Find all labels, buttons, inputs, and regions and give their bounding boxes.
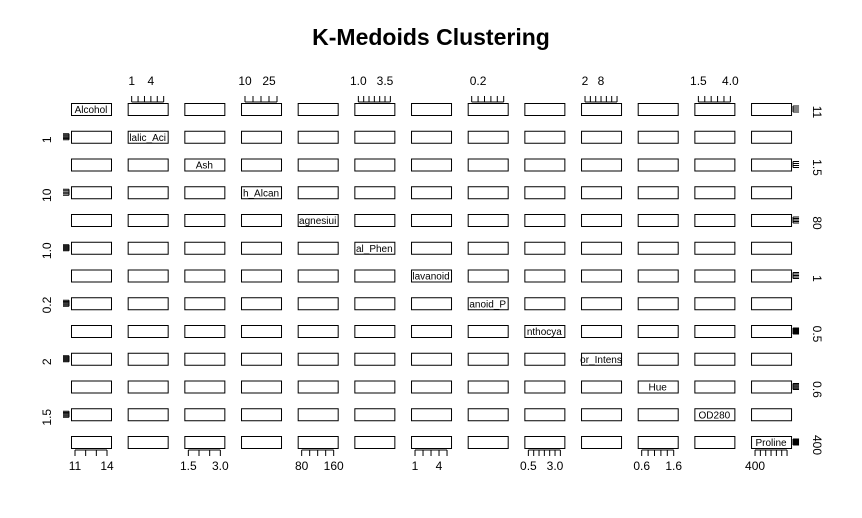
scatter-panel-6-10: [638, 270, 678, 282]
scatter-panel-4-3: [242, 215, 282, 227]
scatter-panel-12-1: [128, 437, 168, 449]
scatter-panel-12-10: [638, 437, 678, 449]
scatter-panel-0-6: [412, 104, 452, 116]
scatter-panel-10-2: [185, 381, 225, 393]
diagonal-label-10: Hue: [648, 382, 667, 394]
scatter-panel-3-4: [298, 187, 338, 199]
diagonal-label-9: or_Intens: [580, 354, 622, 366]
scatter-panel-8-7: [468, 326, 508, 338]
axis-top-4-label-0: 2: [581, 74, 589, 88]
scatter-panel-3-12: [752, 187, 792, 199]
scatter-panel-11-7: [468, 409, 508, 421]
axis-bottom-9-label-0: 1: [411, 459, 419, 473]
axis-top-3-label-0: 0.2: [469, 74, 487, 88]
scatter-panel-0-2: [185, 104, 225, 116]
scatter-panel-0-7: [468, 104, 508, 116]
scatter-panel-8-3: [242, 326, 282, 338]
axis-bottom-6-label-1: 14: [100, 459, 114, 473]
scatter-panel-1-8: [525, 131, 565, 143]
axis-top-5-label-0: 1.5: [690, 74, 707, 88]
diagonal-label-2: Ash: [195, 160, 213, 172]
axis-right-23-label-0: 0.5: [810, 325, 825, 343]
scatter-panel-2-9: [582, 159, 622, 171]
scatter-panel-8-5: [355, 326, 395, 338]
scatter-panel-11-0: [72, 409, 112, 421]
scatter-panel-1-5: [355, 131, 395, 143]
scatter-panel-8-4: [298, 326, 338, 338]
scatter-panel-5-7: [468, 242, 508, 254]
axis-bottom-12-label-0: 400: [745, 459, 766, 473]
scatter-panel-4-10: [638, 215, 678, 227]
scatter-panel-5-0: [72, 242, 112, 254]
panel-grid: [72, 104, 792, 450]
scatter-panel-3-2: [185, 187, 225, 199]
axis-left-13-label-0: 1: [40, 136, 54, 144]
axis-bottom-6-label-0: 11: [68, 459, 82, 473]
scatter-panel-12-9: [582, 437, 622, 449]
scatter-panel-4-0: [72, 215, 112, 227]
scatter-panel-7-12: [752, 298, 792, 310]
axis-right-19-label-0: 11: [810, 105, 825, 119]
scatter-panel-3-0: [72, 187, 112, 199]
scatter-panel-6-0: [72, 270, 112, 282]
scatter-panel-6-11: [695, 270, 735, 282]
scatter-panel-1-7: [468, 131, 508, 143]
scatter-panel-6-2: [185, 270, 225, 282]
scatter-panel-11-8: [525, 409, 565, 421]
scatter-panel-12-3: [242, 437, 282, 449]
scatter-panel-3-1: [128, 187, 168, 199]
axis-bottom-9-label-1: 4: [435, 459, 443, 473]
scatter-panel-11-1: [128, 409, 168, 421]
scatter-panel-7-1: [128, 298, 168, 310]
scatter-panel-10-11: [695, 381, 735, 393]
diagonal-label-4: agnesiui: [299, 216, 337, 227]
axis-bottom-8-label-1: 160: [323, 459, 344, 473]
scatter-panel-12-4: [298, 437, 338, 449]
scatter-panel-0-12: [752, 104, 792, 116]
scatter-panel-5-12: [752, 242, 792, 254]
scatter-panel-1-2: [185, 131, 225, 143]
scatter-panel-0-8: [525, 104, 565, 116]
scatter-panel-10-5: [355, 381, 395, 393]
scatter-panel-2-7: [468, 159, 508, 171]
scatter-panel-12-11: [695, 437, 735, 449]
scatter-panel-9-0: [72, 353, 112, 365]
axis-bottom-10-label-1: 3.0: [546, 459, 564, 473]
chart-title: K-Medoids Clustering: [312, 24, 550, 50]
diagonal-label-7: anoid_P: [469, 299, 507, 311]
scatter-panel-0-1: [128, 104, 168, 116]
scatter-panel-2-5: [355, 159, 395, 171]
scatter-panel-4-6: [412, 215, 452, 227]
axis-top-1-label-0: 10: [238, 74, 252, 88]
scatter-panel-1-12: [752, 131, 792, 143]
axis-bottom-11-label-1: 1.6: [665, 459, 683, 473]
scatter-panel-7-10: [638, 298, 678, 310]
scatter-panel-10-0: [72, 381, 112, 393]
scatter-panel-3-5: [355, 187, 395, 199]
scatter-panel-6-7: [468, 270, 508, 282]
scatter-panel-5-1: [128, 242, 168, 254]
axis-top-5-label-1: 4.0: [722, 74, 739, 88]
scatter-panel-8-1: [128, 326, 168, 338]
axis-left-14-label-0: 10: [40, 188, 54, 202]
scatter-panel-4-7: [468, 215, 508, 227]
scatter-panel-1-10: [638, 131, 678, 143]
scatter-panel-4-2: [185, 215, 225, 227]
scatter-panel-10-4: [298, 381, 338, 393]
scatter-panel-0-4: [298, 104, 338, 116]
scatter-panel-5-10: [638, 242, 678, 254]
scatter-panel-3-6: [412, 187, 452, 199]
scatter-panel-10-7: [468, 381, 508, 393]
scatter-panel-12-2: [185, 437, 225, 449]
diagonal-label-6: lavanoid: [412, 271, 450, 283]
axis-top-4-label-1: 8: [597, 74, 605, 88]
scatter-panel-12-7: [468, 437, 508, 449]
scatter-panel-9-11: [695, 353, 735, 365]
scatter-panel-6-5: [355, 270, 395, 282]
scatter-panel-8-2: [185, 326, 225, 338]
scatter-panel-6-9: [582, 270, 622, 282]
diagonal-label-8: nthocya: [526, 327, 562, 338]
scatter-panel-8-0: [72, 326, 112, 338]
scatter-panel-7-2: [185, 298, 225, 310]
scatter-panel-1-6: [412, 131, 452, 143]
scatter-panel-1-0: [72, 131, 112, 143]
scatter-panel-9-12: [752, 353, 792, 365]
scatter-panel-6-8: [525, 270, 565, 282]
axis-left-15-label-0: 1.0: [40, 242, 54, 260]
scatter-panel-8-11: [695, 326, 735, 338]
scatter-panel-9-8: [525, 353, 565, 365]
scatter-panel-1-4: [298, 131, 338, 143]
scatter-panel-7-9: [582, 298, 622, 310]
scatter-panel-4-9: [582, 215, 622, 227]
scatter-panel-7-3: [242, 298, 282, 310]
scatter-panel-0-11: [695, 104, 735, 116]
scatter-panel-5-6: [412, 242, 452, 254]
scatter-panel-11-12: [752, 409, 792, 421]
axis-top-0-label-0: 1: [128, 74, 136, 88]
scatter-panel-8-12: [752, 326, 792, 338]
scatter-panel-4-8: [525, 215, 565, 227]
scatter-panel-3-11: [695, 187, 735, 199]
axis-left-16-label-0: 0.2: [40, 296, 54, 314]
scatter-panel-11-3: [242, 409, 282, 421]
scatter-panel-3-7: [468, 187, 508, 199]
scatter-panel-9-3: [242, 353, 282, 365]
diagonal-label-12: Proline: [755, 438, 787, 449]
scatter-panel-0-9: [582, 104, 622, 116]
scatter-panel-10-6: [412, 381, 452, 393]
axis-top-1-label-1: 25: [262, 74, 276, 88]
scatter-panel-3-9: [582, 187, 622, 199]
scatter-panel-6-12: [752, 270, 792, 282]
scatter-panel-4-5: [355, 215, 395, 227]
scatter-panel-11-4: [298, 409, 338, 421]
scatter-panel-5-3: [242, 242, 282, 254]
axis-top-2-label-0: 1.0: [350, 74, 367, 88]
scatter-panel-12-6: [412, 437, 452, 449]
scatter-panel-10-12: [752, 381, 792, 393]
scatter-panel-3-8: [525, 187, 565, 199]
scatter-panel-4-11: [695, 215, 735, 227]
axis-top-0-label-1: 4: [147, 74, 155, 88]
scatter-panel-6-3: [242, 270, 282, 282]
scatter-panel-11-2: [185, 409, 225, 421]
scatter-panel-9-6: [412, 353, 452, 365]
scatter-panel-10-3: [242, 381, 282, 393]
scatter-panel-7-0: [72, 298, 112, 310]
scatter-panel-9-5: [355, 353, 395, 365]
scatter-panel-2-3: [242, 159, 282, 171]
scatter-panel-7-6: [412, 298, 452, 310]
scatter-panel-7-11: [695, 298, 735, 310]
scatter-panel-4-12: [752, 215, 792, 227]
axis-bottom-8-label-0: 80: [295, 459, 309, 473]
diagonal-label-3: h_Alcan: [242, 188, 280, 200]
axis-left-18-label-0: 1.5: [40, 408, 54, 426]
scatter-panel-8-10: [638, 326, 678, 338]
scatter-panel-2-10: [638, 159, 678, 171]
scatter-panel-2-0: [72, 159, 112, 171]
axis-bottom-10-label-0: 0.5: [520, 459, 537, 473]
scatter-panel-5-2: [185, 242, 225, 254]
scatter-panel-2-1: [128, 159, 168, 171]
diagonal-label-11: OD280: [698, 410, 731, 422]
scatter-panel-1-9: [582, 131, 622, 143]
scatter-panel-9-2: [185, 353, 225, 365]
scatter-panel-11-6: [412, 409, 452, 421]
scatter-panel-2-11: [695, 159, 735, 171]
scatter-panel-2-12: [752, 159, 792, 171]
scatter-panel-6-1: [128, 270, 168, 282]
axis-right-22-label-0: 1: [810, 275, 825, 282]
scatter-panel-2-8: [525, 159, 565, 171]
scatter-panel-10-1: [128, 381, 168, 393]
axis-left-17-label-0: 2: [40, 358, 54, 366]
scatter-panel-5-8: [525, 242, 565, 254]
scatter-panel-4-1: [128, 215, 168, 227]
scatter-panel-1-11: [695, 131, 735, 143]
scatter-panel-12-0: [72, 437, 112, 449]
scatter-panel-10-9: [582, 381, 622, 393]
scatter-panel-8-9: [582, 326, 622, 338]
scatter-panel-0-10: [638, 104, 678, 116]
scatter-panel-8-6: [412, 326, 452, 338]
scatter-panel-12-5: [355, 437, 395, 449]
scatter-panel-2-4: [298, 159, 338, 171]
diagonal-label-5: al_Phen: [355, 243, 393, 255]
axis-bottom-11-label-0: 0.6: [633, 459, 651, 473]
axis-right-24-label-0: 0.6: [810, 381, 825, 398]
scatter-panel-2-6: [412, 159, 452, 171]
scatter-panel-6-4: [298, 270, 338, 282]
axis-bottom-7-label-0: 1.5: [179, 459, 197, 473]
scatter-panel-9-10: [638, 353, 678, 365]
axis-right-20-label-0: 1.5: [810, 159, 825, 176]
scatter-panel-5-4: [298, 242, 338, 254]
scatter-panel-11-10: [638, 409, 678, 421]
scatter-panel-5-11: [695, 242, 735, 254]
scatter-panel-9-4: [298, 353, 338, 365]
axis-bottom-7-label-1: 3.0: [211, 459, 229, 473]
axis-right-21-label-0: 80: [810, 216, 825, 230]
scatter-panel-9-7: [468, 353, 508, 365]
scatter-panel-3-10: [638, 187, 678, 199]
diagonal-label-1: lalic_Aci: [129, 132, 167, 144]
scatter-panel-5-9: [582, 242, 622, 254]
scatter-panel-0-3: [242, 104, 282, 116]
scatter-panel-7-8: [525, 298, 565, 310]
scatter-panel-0-5: [355, 104, 395, 116]
scatter-panel-11-9: [582, 409, 622, 421]
diagonal-label-0: Alcohol: [74, 105, 108, 116]
scatter-panel-12-8: [525, 437, 565, 449]
axis-top-2-label-1: 3.5: [376, 74, 394, 88]
scatter-panel-10-8: [525, 381, 565, 393]
scatter-panel-7-5: [355, 298, 395, 310]
scatter-panel-1-3: [242, 131, 282, 143]
scatter-panel-9-1: [128, 353, 168, 365]
scatter-panel-11-5: [355, 409, 395, 421]
axis-right-25-label-0: 400: [810, 434, 825, 456]
scatter-panel-7-4: [298, 298, 338, 310]
